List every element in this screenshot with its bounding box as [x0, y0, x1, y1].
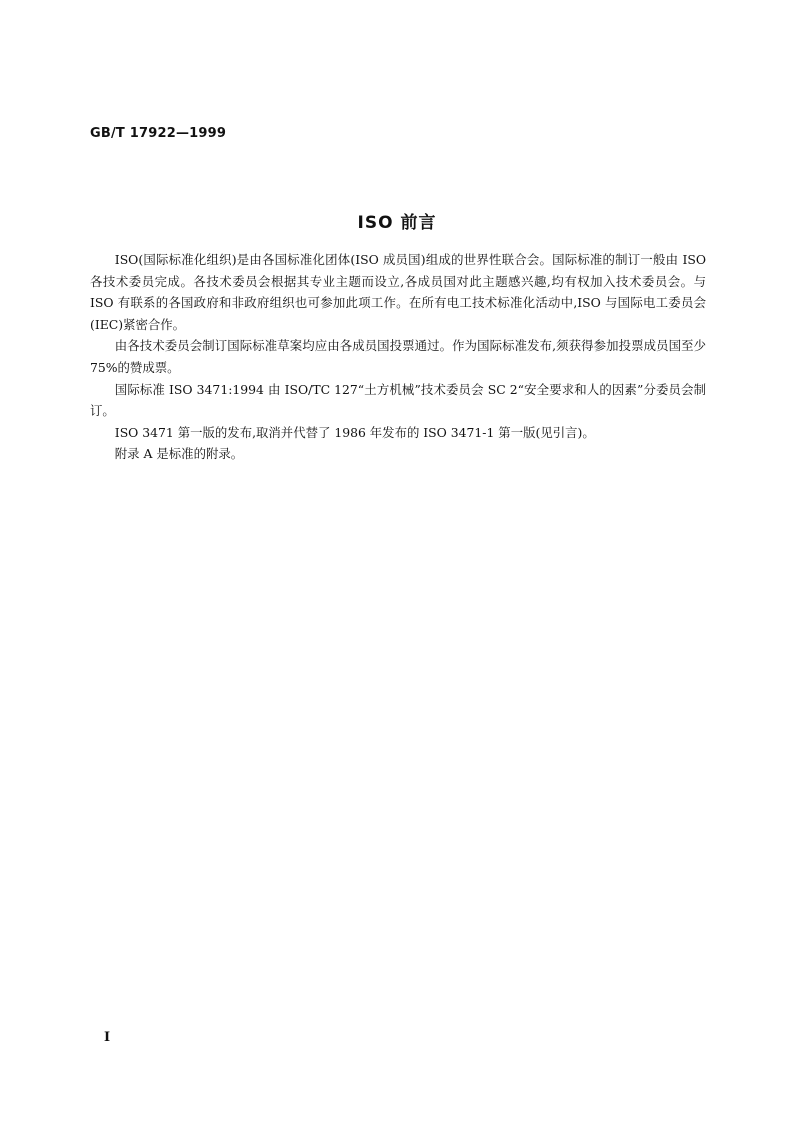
- preface-body: [90, 249, 706, 465]
- standard-code: GB/T 17922—1999: [90, 126, 227, 141]
- paragraph-edition: ISO 3471 第一版的发布,取消并代替了 1986 年发布的 ISO 3471-1 第一版(见引言)。: [114, 424, 595, 440]
- paragraph-committee: 国际标准 ISO 3471:1994 由 ISO/TC 127“土方机械”技术委员会 SC 2“安全要求和人的因素”分委员会制订。: [90, 381, 706, 419]
- paragraph-annex: 附录 A 是标准的附录。: [114, 446, 244, 462]
- paragraph-iso-intro: ISO(国际标准化组织)是由各国标准化团体(ISO 成员国)组成的世界性联合会。国际标准的制订一般由 ISO 各技术委员完成。各技术委员会根据其专业主题而设立,各成员国对此主题感兴趣,均有权加入技术委员会。与 ISO 有联系的各国政府和非政府组织也可参加此项工作。在所有电工技术标准化活动中,ISO 与国际电工委员会(IEC)紧密合作。: [90, 252, 706, 332]
- page-number: I: [104, 1030, 111, 1045]
- section-title: ISO 前言: [357, 213, 437, 233]
- paragraph-voting: 由各技术委员会制订国际标准草案均应由各成员国投票通过。作为国际标准发布,须获得参加投票成员国至少 75%的赞成票。: [90, 338, 706, 375]
